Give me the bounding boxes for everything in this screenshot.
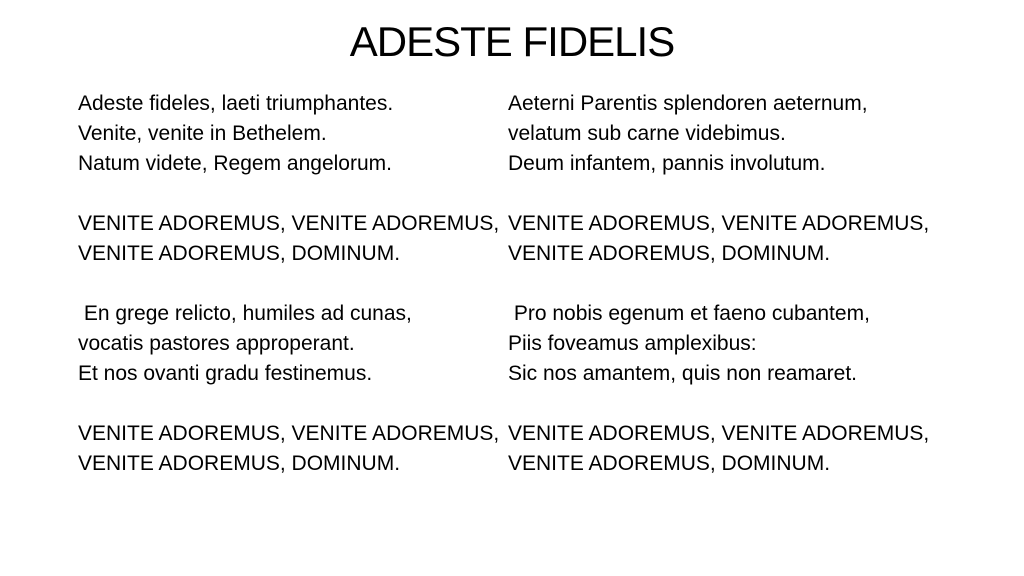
lyric-line: VENITE ADOREMUS, VENITE ADOREMUS,	[78, 422, 500, 445]
lyric-line: Pro nobis egenum et faeno cubantem,	[508, 302, 870, 325]
lyric-line: VENITE ADOREMUS, DOMINUM.	[508, 452, 831, 475]
lyric-line: VENITE ADOREMUS, DOMINUM.	[78, 242, 401, 265]
lyric-line: VENITE ADOREMUS, VENITE ADOREMUS,	[508, 212, 930, 235]
left-verse-2	[78, 299, 508, 389]
lyric-line: Aeterni Parentis splendoren aeternum,	[508, 92, 868, 115]
lyric-line: vocatis pastores approperant.	[78, 332, 355, 355]
left-verse-1	[78, 89, 508, 179]
left-column	[78, 89, 508, 479]
lyric-line: Sic nos amantem, quis non reamaret.	[508, 362, 858, 385]
lyric-line: Natum videte, Regem angelorum.	[78, 152, 392, 175]
stanza-gap	[78, 179, 508, 209]
slide-title: ADESTE FIDELIS	[349, 18, 675, 65]
right-verse-2	[508, 299, 948, 389]
right-chorus-2	[508, 419, 948, 479]
right-chorus-1	[508, 209, 948, 269]
stanza-gap	[78, 269, 508, 299]
lyric-line: VENITE ADOREMUS, VENITE ADOREMUS,	[508, 422, 930, 445]
lyric-line: Et nos ovanti gradu festinemus.	[78, 362, 373, 385]
right-verse-1	[508, 89, 948, 179]
stanza-gap	[508, 269, 948, 299]
lyric-line: velatum sub carne videbimus.	[508, 122, 786, 145]
lyric-line: VENITE ADOREMUS, DOMINUM.	[508, 242, 831, 265]
lyric-line: VENITE ADOREMUS, VENITE ADOREMUS,	[78, 212, 500, 235]
lyric-line: Venite, venite in Bethelem.	[78, 122, 327, 145]
lyric-line: Deum infantem, pannis involutum.	[508, 152, 826, 175]
stanza-gap	[508, 389, 948, 419]
right-column	[508, 89, 948, 479]
stanza-gap	[78, 389, 508, 419]
lyric-line: En grege relicto, humiles ad cunas,	[78, 302, 412, 325]
lyric-line: Adeste fideles, laeti triumphantes.	[78, 92, 394, 115]
lyric-line: VENITE ADOREMUS, DOMINUM.	[78, 452, 401, 475]
stanza-gap	[508, 179, 948, 209]
left-chorus-2	[78, 419, 508, 479]
left-chorus-1	[78, 209, 508, 269]
lyric-line: Piis foveamus amplexibus:	[508, 332, 757, 355]
